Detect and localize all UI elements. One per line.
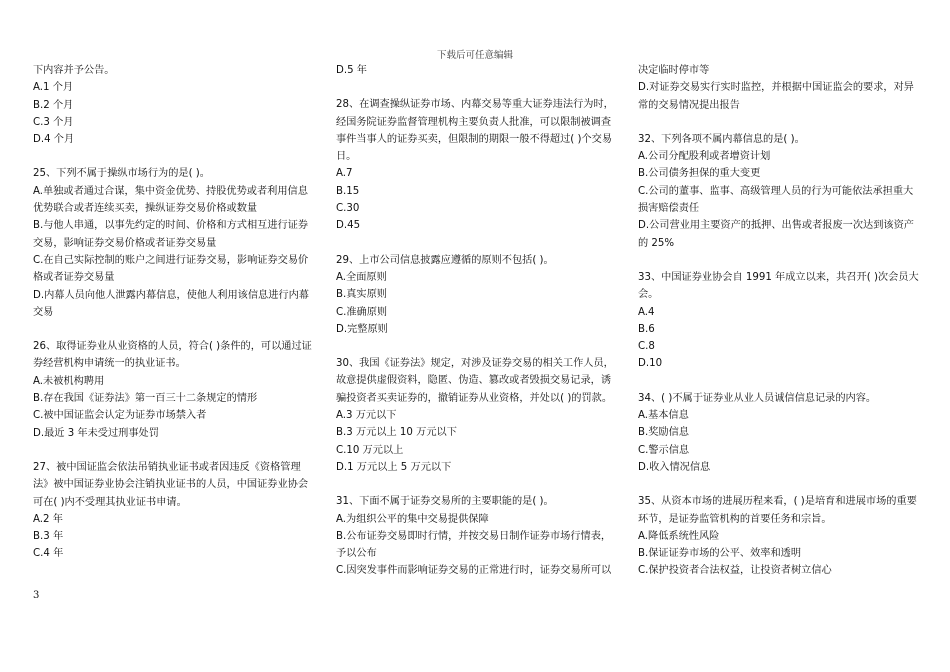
text-line: 经国务院证券监督管理机构主要负责人批准，可以限制被调查 (336, 116, 612, 128)
text-line: D.对证券交易实行实时监控，并根据中国证监会的要求，对异 (638, 82, 914, 94)
text-line: D.收入情况信息 (638, 461, 711, 473)
text-line: 骗投资者买卖证券的，撤销证券从业资格，并处以( )的罚款。 (336, 392, 613, 404)
text-line: 环节，是证券监管机构的首要任务和宗旨。 (638, 513, 832, 525)
text-line: B.6 (638, 323, 655, 335)
text-line: A.4 (638, 306, 655, 318)
text-line: 28、在调查操纵证券市场、内幕交易等重大证券违法行为时， (336, 99, 614, 111)
text-line: B.3 万元以上 10 万元以下 (336, 427, 457, 439)
text-line: 日。 (336, 151, 357, 163)
text-line: D.5 年 (336, 65, 367, 76)
paragraph-gap (33, 442, 313, 459)
text-line: B.公布证券交易即时行情，并按交易日制作证券市场行情表， (336, 530, 612, 542)
text-line: C.准确原则 (336, 306, 388, 318)
text-line: 35、从资本市场的进展历程来看，( )是培育和进展市场的重要 (638, 496, 917, 508)
paragraph-gap (336, 79, 614, 96)
text-line: D.45 (336, 220, 361, 232)
text-line: 可在( )内不受理其执业证书申请。 (33, 496, 187, 508)
text-line: 决定临时停市等 (638, 65, 710, 76)
text-line: D.最近 3 年未受过刑事处罚 (33, 427, 159, 439)
text-line: B.15 (336, 185, 360, 197)
text-line: B.3 年 (33, 531, 64, 543)
text-column-middle (336, 62, 614, 580)
text-line: A.全面原则 (336, 271, 387, 283)
text-line: C.在自己实际控制的账户之间进行证券交易，影响证券交易价 (33, 254, 309, 266)
paragraph-gap (638, 476, 918, 493)
text-line: B.公司债务担保的重大变更 (638, 168, 761, 180)
text-line: D.公司营业用主要资产的抵押、出售或者报废一次达到该资产 (638, 220, 914, 232)
text-line: C.4 年 (33, 548, 64, 560)
text-line: C.30 (336, 203, 360, 215)
text-line: D.10 (638, 358, 663, 370)
text-line: C.3 个月 (33, 116, 74, 128)
paragraph-gap (33, 321, 313, 338)
text-line: C.8 (638, 341, 655, 353)
paragraph-gap (336, 476, 614, 493)
page-number: 3 (33, 590, 40, 601)
text-line: 下内容并予公告。 (33, 65, 115, 76)
text-line: 32、下列各项不属内幕信息的是( )。 (638, 133, 805, 145)
text-line: 常的交易情况提出报告 (638, 99, 740, 111)
text-line: 27、被中国证监会依法吊销执业证书或者因违反《资格管理 (33, 461, 301, 473)
text-line: C.公司的董事、监事、高级管理人员的行为可能依法承担重大 (638, 185, 914, 197)
text-line: 格或者证券交易量 (33, 272, 115, 284)
text-line: D.4 个月 (33, 134, 75, 146)
text-line: 法》被中国证券业协会注销执业证书的人员，中国证券业协会 (33, 479, 309, 491)
text-line: 优势联合或者连续买卖，操纵证券交易价格或数量 (33, 203, 258, 215)
text-line: A.3 万元以下 (336, 410, 397, 422)
text-line: C.警示信息 (638, 444, 690, 456)
text-line: B.奖励信息 (638, 427, 689, 439)
text-line: D.内幕人员向他人泄露内幕信息，使他人利用该信息进行内幕 (33, 289, 309, 301)
paragraph-gap (336, 338, 614, 355)
text-line: 交易 (33, 306, 54, 318)
text-line: 的 25% (638, 237, 675, 249)
text-line: C.因突发事件而影响证券交易的正常进行时，证券交易所可以 (336, 565, 612, 577)
paragraph-gap (33, 148, 313, 165)
text-line: A.基本信息 (638, 410, 689, 422)
text-line: 34、( )不属于证券业从业人员诚信信息记录的内容。 (638, 392, 877, 404)
paragraph-gap (638, 114, 918, 131)
text-line: B.2 个月 (33, 99, 74, 111)
text-line: C.10 万元以上 (336, 444, 404, 456)
text-line: 事件当事人的证券买卖，但限制的期限一般不得超过( )个交易 (336, 133, 613, 145)
text-line: 33、中国证券业协会自 1991 年成立以来，共召开( )次会员大 (638, 271, 919, 283)
text-line: 予以公布 (336, 548, 377, 560)
text-line: A.为组织公平的集中交易提供保障 (336, 513, 489, 525)
text-column-right (638, 62, 918, 580)
text-line: C.被中国证监会认定为证券市场禁入者 (33, 410, 207, 422)
text-line: D.完整原则 (336, 323, 388, 335)
text-line: B.保证证券市场的公平、效率和透明 (638, 548, 802, 560)
text-line: B.与他人串通，以事先约定的时间、价格和方式相互进行证券 (33, 220, 309, 232)
text-line: 25、下列不属于操纵市场行为的是( )。 (33, 168, 210, 180)
text-line: A.7 (336, 168, 353, 180)
text-line: A.2 年 (33, 513, 63, 525)
text-line: 会。 (638, 289, 659, 301)
text-line: 26、取得证券业从业资格的人员，符合( )条件的，可以通过证 (33, 341, 312, 353)
text-line: A.单独或者通过合谋，集中资金优势、持股优势或者利用信息 (33, 185, 308, 197)
text-line: B.存在我国《证券法》第一百三十二条规定的情形 (33, 393, 258, 405)
text-line: 损害赔偿责任 (638, 203, 700, 215)
text-column-left (33, 62, 313, 563)
text-line: 31、下面不属于证券交易所的主要职能的是( )。 (336, 496, 554, 508)
text-line: 30、我国《证券法》规定，对涉及证券交易的相关工作人员， (336, 358, 614, 370)
paragraph-gap (638, 373, 918, 390)
text-line: C.保护投资者合法权益，让投资者树立信心 (638, 565, 832, 577)
text-line: A.未被机构聘用 (33, 375, 105, 387)
text-line: A.降低系统性风险 (638, 530, 720, 542)
text-line: A.公司分配股利或者增资计划 (638, 151, 771, 163)
text-line: B.真实原则 (336, 289, 387, 301)
page-header: 下载后可任意编辑 (436, 50, 513, 61)
text-line: 券经营机构申请统一的执业证书。 (33, 358, 186, 370)
text-line: A.1 个月 (33, 82, 74, 94)
text-line: D.1 万元以上 5 万元以下 (336, 461, 452, 473)
text-line: 交易，影响证券交易价格或者证券交易量 (33, 237, 217, 249)
paragraph-gap (336, 235, 614, 252)
text-line: 29、上市公司信息披露应遵循的原则不包括( )。 (336, 254, 554, 266)
paragraph-gap (638, 252, 918, 269)
text-line: 故意提供虚假资料，隐匿、伪造、篡改或者毁损交易记录，诱 (336, 375, 612, 387)
